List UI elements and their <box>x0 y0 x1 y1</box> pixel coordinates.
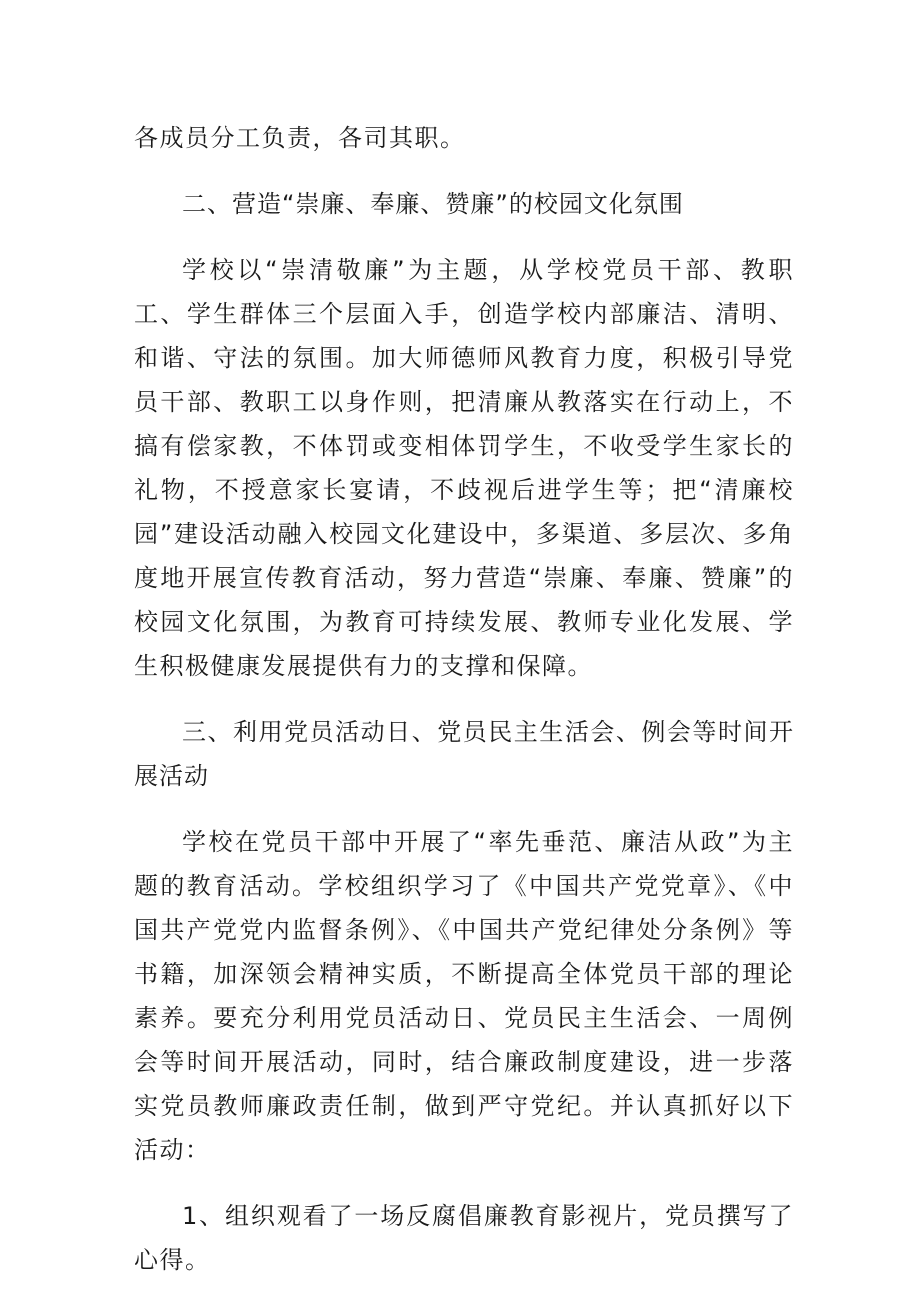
list-item-1: 1、组织观看了一场反腐倡廉教育影视片，党员撰写了心得。 <box>134 1202 794 1274</box>
paragraph-continuation: 各成员分工负责，各司其职。 <box>134 124 466 152</box>
section-heading-2: 二、营造“崇廉、奉廉、赞廉”的校园文化氛围 <box>182 190 684 218</box>
document-body <box>134 116 794 1304</box>
paragraph-section-2: 学校以“崇清敬廉”为主题，从学校党员干部、教职工、学生群体三个层面入手，创造学校内部廉洁、清明、和谐、守法的氛围。加大师德师风教育力度，积极引导党员干部、教职工以身作则，把清廉从教落实在行动上，不搞有偿家教，不体罚或变相体罚学生，不收受学生家长的礼物，不授意家长宴请，不歧视后进学生等；把“清廉校园”建设活动融入校园文化建设中，多渠道、多层次、多角度地开展宣传教育活动，努力营造“崇廉、奉廉、赞廉”的校园文化氛围，为教育可持续发展、教师专业化发展、学生积极健康发展提供有力的支撑和保障。 <box>134 256 794 680</box>
paragraph-section-3: 学校在党员干部中开展了“率先垂范、廉洁从政”为主题的教育活动。学校组织学习了《中国共产党党章》、《中国共产党党内监督条例》、《中国共产党纪律处分条例》等书籍，加深领会精神实质，不断提高全体党员干部的理论素养。要充分利用党员活动日、党员民主生活会、一周例会等时间开展活动，同时，结合廉政制度建设，进一步落实党员教师廉政责任制，做到严守党纪。并认真抓好以下活动： <box>134 828 794 1164</box>
section-heading-3: 三、利用党员活动日、党员民主生活会、例会等时间开展活动 <box>134 718 794 790</box>
